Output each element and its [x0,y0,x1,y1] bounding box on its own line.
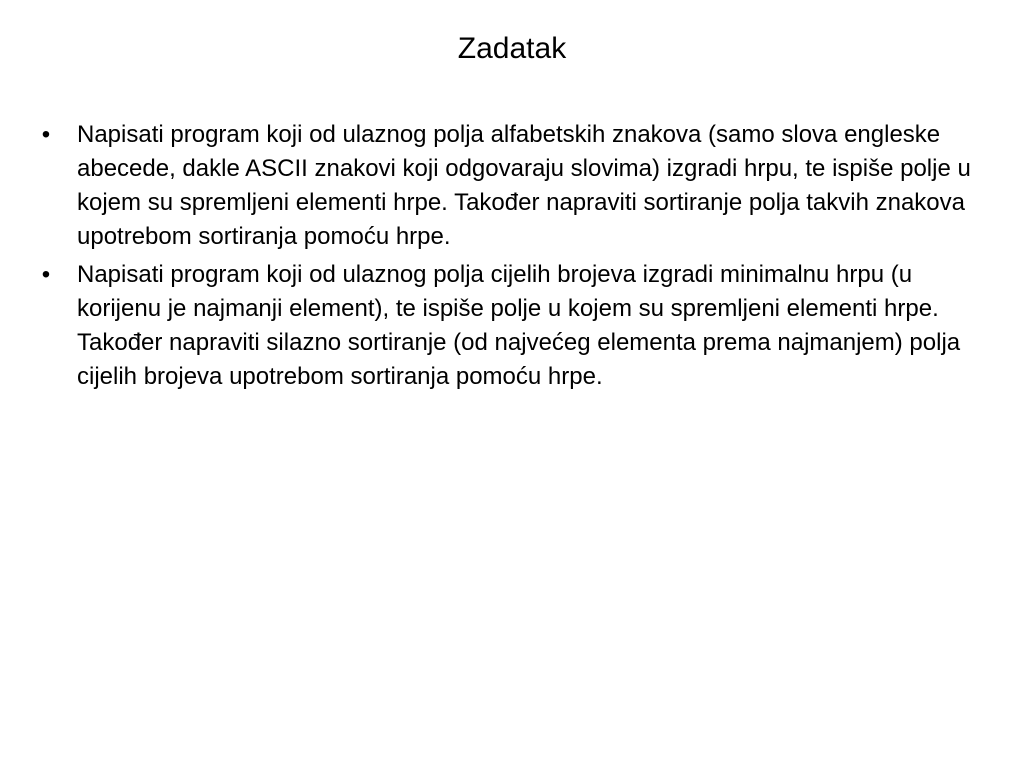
bullet-icon: • [41,121,51,148]
bullet-item-1 [36,118,996,254]
bullet-text-2: Napisati program koji od ulaznog polja cijelih brojeva izgradi minimalnu hrpu (u korijenu je najmanji element), te ispiše polje u kojem su spremljeni elementi hrpe. Također napraviti silazno sortiranje (od najvećeg elementa prema najmanjem) polja cijelih brojeva upotrebom sortiranja pomoću hrpe. [77,261,961,390]
bullet-item-2 [36,258,996,394]
slide-title: Zadatak [457,32,567,65]
bullet-icon: • [41,261,51,288]
bullet-list [36,118,996,398]
bullet-text-1: Napisati program koji od ulaznog polja alfabetskih znakova (samo slova engleske abecede, dakle ASCII znakovi koji odgovaraju slovima) izgradi hrpu, te ispiše polje u kojem su spremljeni elementi hrpe. Također napraviti sortiranje polja takvih znakova upotrebom sortiranja pomoću hrpe. [77,121,971,250]
